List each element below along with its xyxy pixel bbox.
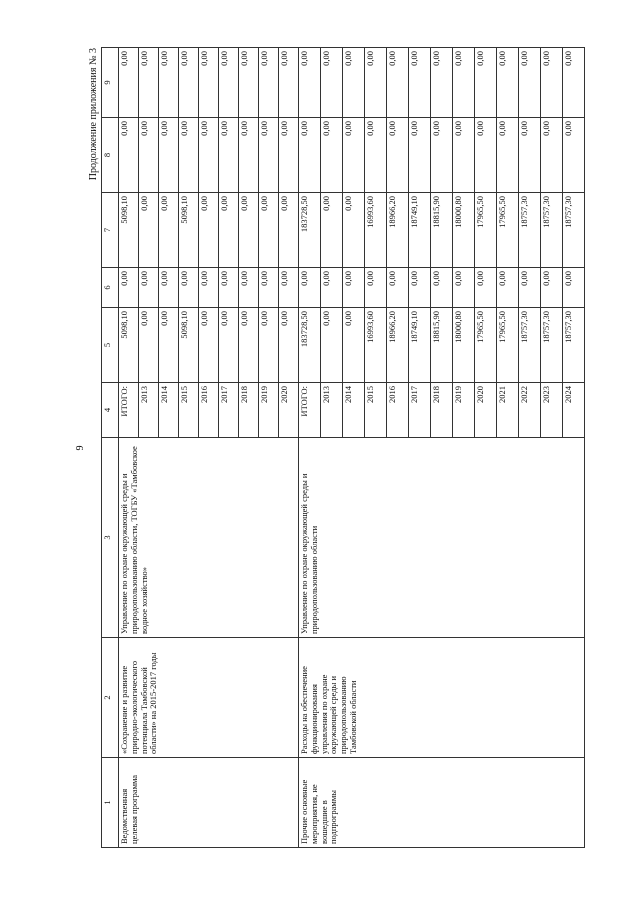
amount-cell: 0,00 (299, 268, 321, 308)
amount-cell: 5098,10 (119, 193, 139, 268)
amount-cell: 183728,50 (299, 193, 321, 268)
amount-cell: 17965,50 (475, 308, 497, 383)
amount-cell: 0,00 (343, 308, 365, 383)
year-cell: 2013 (321, 383, 343, 438)
amount-cell: 0,00 (259, 193, 279, 268)
year-cell: 2022 (519, 383, 541, 438)
header-cell: 5 (102, 308, 119, 383)
amount-cell: 0,00 (321, 268, 343, 308)
amount-cell: 0,00 (475, 268, 497, 308)
amount-cell: 0,00 (387, 118, 409, 193)
amount-cell: 183728,50 (299, 308, 321, 383)
amount-cell: 0,00 (199, 308, 219, 383)
amount-cell: 0,00 (387, 268, 409, 308)
header-cell: 4 (102, 383, 119, 438)
amount-cell: 0,00 (179, 268, 199, 308)
amount-cell: 0,00 (365, 48, 387, 118)
amount-cell: 18749,10 (409, 308, 431, 383)
amount-cell: 0,00 (199, 118, 219, 193)
document-page (55, 38, 575, 858)
header-cell: 8 (102, 118, 119, 193)
amount-cell: 0,00 (409, 118, 431, 193)
amount-cell: 0,00 (259, 48, 279, 118)
amount-cell: 0,00 (431, 118, 453, 193)
year-cell: 2014 (343, 383, 365, 438)
amount-cell: 0,00 (431, 48, 453, 118)
amount-cell: 0,00 (343, 193, 365, 268)
amount-cell: 18757,30 (563, 193, 585, 268)
year-cell: ИТОГО: (119, 383, 139, 438)
table-row (299, 48, 321, 848)
year-cell: 2016 (387, 383, 409, 438)
amount-cell: 0,00 (239, 268, 259, 308)
year-cell: 2016 (199, 383, 219, 438)
amount-cell: 0,00 (497, 118, 519, 193)
amount-cell: 0,00 (279, 268, 299, 308)
amount-cell: 18815,90 (431, 308, 453, 383)
amount-cell: 0,00 (139, 193, 159, 268)
amount-cell: 0,00 (199, 193, 219, 268)
amount-cell: 0,00 (321, 193, 343, 268)
year-cell: 2024 (563, 383, 585, 438)
amount-cell: 18966,20 (387, 308, 409, 383)
amount-cell: 0,00 (199, 268, 219, 308)
group-col2-cell: «Сохранение и развитие природно-экологического потенциала Тамбовской области» на 2015-2017 годы (119, 638, 299, 758)
amount-cell: 0,00 (279, 308, 299, 383)
amount-cell: 0,00 (541, 268, 563, 308)
amount-cell: 0,00 (343, 118, 365, 193)
header-cell: 7 (102, 193, 119, 268)
amount-cell: 0,00 (239, 48, 259, 118)
header-cell: 9 (102, 48, 119, 118)
amount-cell: 0,00 (321, 118, 343, 193)
amount-cell: 0,00 (199, 48, 219, 118)
amount-cell: 18749,10 (409, 193, 431, 268)
amount-cell: 18757,30 (519, 193, 541, 268)
amount-cell: 0,00 (159, 118, 179, 193)
amount-cell: 0,00 (365, 118, 387, 193)
amount-cell: 0,00 (219, 308, 239, 383)
amount-cell: 0,00 (119, 48, 139, 118)
amount-cell: 0,00 (541, 118, 563, 193)
amount-cell: 0,00 (139, 118, 159, 193)
header-cell: 2 (102, 638, 119, 758)
amount-cell: 0,00 (279, 193, 299, 268)
amount-cell: 0,00 (475, 48, 497, 118)
amount-cell: 18966,20 (387, 193, 409, 268)
amount-cell: 0,00 (519, 48, 541, 118)
header-cell: 1 (102, 758, 119, 848)
year-cell: ИТОГО: (299, 383, 321, 438)
amount-cell: 0,00 (139, 48, 159, 118)
group-col3-cell: Управление по охране окружающей среды и природопользованию области, ТОГБУ «Тамбовское водное хозяйство» (119, 438, 299, 638)
amount-cell: 0,00 (453, 48, 475, 118)
amount-cell: 16993,60 (365, 193, 387, 268)
amount-cell: 0,00 (279, 118, 299, 193)
amount-cell: 0,00 (119, 268, 139, 308)
amount-cell: 0,00 (219, 48, 239, 118)
amount-cell: 0,00 (365, 268, 387, 308)
year-cell: 2017 (219, 383, 239, 438)
amount-cell: 0,00 (343, 48, 365, 118)
year-cell: 2015 (179, 383, 199, 438)
amount-cell: 0,00 (139, 268, 159, 308)
amount-cell: 0,00 (519, 118, 541, 193)
amount-cell: 18815,90 (431, 193, 453, 268)
amount-cell: 0,00 (259, 118, 279, 193)
amount-cell: 0,00 (431, 268, 453, 308)
amount-cell: 18757,30 (541, 193, 563, 268)
amount-cell: 0,00 (219, 193, 239, 268)
header-cell: 3 (102, 438, 119, 638)
amount-cell: 0,00 (239, 193, 259, 268)
group-col1-cell: Ведомственная целевая программа (119, 758, 299, 848)
continuation-label: Продолжение приложения № 3 (88, 48, 99, 181)
amount-cell: 0,00 (159, 193, 179, 268)
amount-cell: 0,00 (239, 118, 259, 193)
amount-cell: 17965,50 (475, 193, 497, 268)
amount-cell: 0,00 (259, 308, 279, 383)
year-cell: 2015 (365, 383, 387, 438)
amount-cell: 18757,30 (563, 308, 585, 383)
group-col3-cell: Управление по охране окружающей среды и природопользованию области (299, 438, 585, 638)
amount-cell: 0,00 (259, 268, 279, 308)
group-col2-cell: Расходы на обеспечение функционирования управления по охране окружающей среды и природопользованию Тамбовской области (299, 638, 585, 758)
amount-cell: 16993,60 (365, 308, 387, 383)
header-cell: 6 (102, 268, 119, 308)
group-col1-cell: Прочие основные мероприятия, не вошедшие в подпрограммы (299, 758, 585, 848)
year-cell: 2021 (497, 383, 519, 438)
header-row (102, 48, 119, 848)
amount-cell: 0,00 (139, 308, 159, 383)
amount-cell: 0,00 (321, 308, 343, 383)
amount-cell: 0,00 (497, 48, 519, 118)
amount-cell: 0,00 (219, 268, 239, 308)
amount-cell: 5098,10 (179, 193, 199, 268)
amount-cell: 0,00 (563, 268, 585, 308)
amount-cell: 18000,80 (453, 193, 475, 268)
year-cell: 2019 (259, 383, 279, 438)
amount-cell: 0,00 (475, 118, 497, 193)
amount-cell: 0,00 (299, 48, 321, 118)
amount-cell: 17965,50 (497, 308, 519, 383)
amount-cell: 0,00 (119, 118, 139, 193)
amount-cell: 0,00 (453, 118, 475, 193)
amount-cell: 0,00 (159, 268, 179, 308)
year-cell: 2013 (139, 383, 159, 438)
amount-cell: 0,00 (239, 308, 259, 383)
year-cell: 2018 (431, 383, 453, 438)
amount-cell: 0,00 (159, 308, 179, 383)
amount-cell: 0,00 (519, 268, 541, 308)
amount-cell: 0,00 (453, 268, 475, 308)
amount-cell: 0,00 (279, 48, 299, 118)
amount-cell: 0,00 (219, 118, 239, 193)
group-departmental-program (119, 48, 299, 848)
group-other-measures (299, 48, 585, 848)
amount-cell: 0,00 (343, 268, 365, 308)
amount-cell: 0,00 (321, 48, 343, 118)
year-cell: 2020 (475, 383, 497, 438)
amount-cell: 0,00 (159, 48, 179, 118)
amount-cell: 0,00 (179, 118, 199, 193)
page-number: 9 (75, 445, 86, 451)
amount-cell: 0,00 (409, 48, 431, 118)
amount-cell: 0,00 (409, 268, 431, 308)
amount-cell: 5098,10 (179, 308, 199, 383)
amount-cell: 5098,10 (119, 308, 139, 383)
amount-cell: 0,00 (541, 48, 563, 118)
year-cell: 2020 (279, 383, 299, 438)
year-cell: 2018 (239, 383, 259, 438)
year-cell: 2014 (159, 383, 179, 438)
amount-cell: 18757,30 (541, 308, 563, 383)
amount-cell: 0,00 (563, 118, 585, 193)
amount-cell: 0,00 (387, 48, 409, 118)
amount-cell: 17965,50 (497, 193, 519, 268)
amount-cell: 0,00 (497, 268, 519, 308)
budget-table (101, 47, 585, 848)
amount-cell: 0,00 (179, 48, 199, 118)
amount-cell: 18000,80 (453, 308, 475, 383)
amount-cell: 0,00 (563, 48, 585, 118)
table-row (119, 48, 139, 848)
year-cell: 2017 (409, 383, 431, 438)
year-cell: 2023 (541, 383, 563, 438)
year-cell: 2019 (453, 383, 475, 438)
amount-cell: 0,00 (299, 118, 321, 193)
amount-cell: 18757,30 (519, 308, 541, 383)
